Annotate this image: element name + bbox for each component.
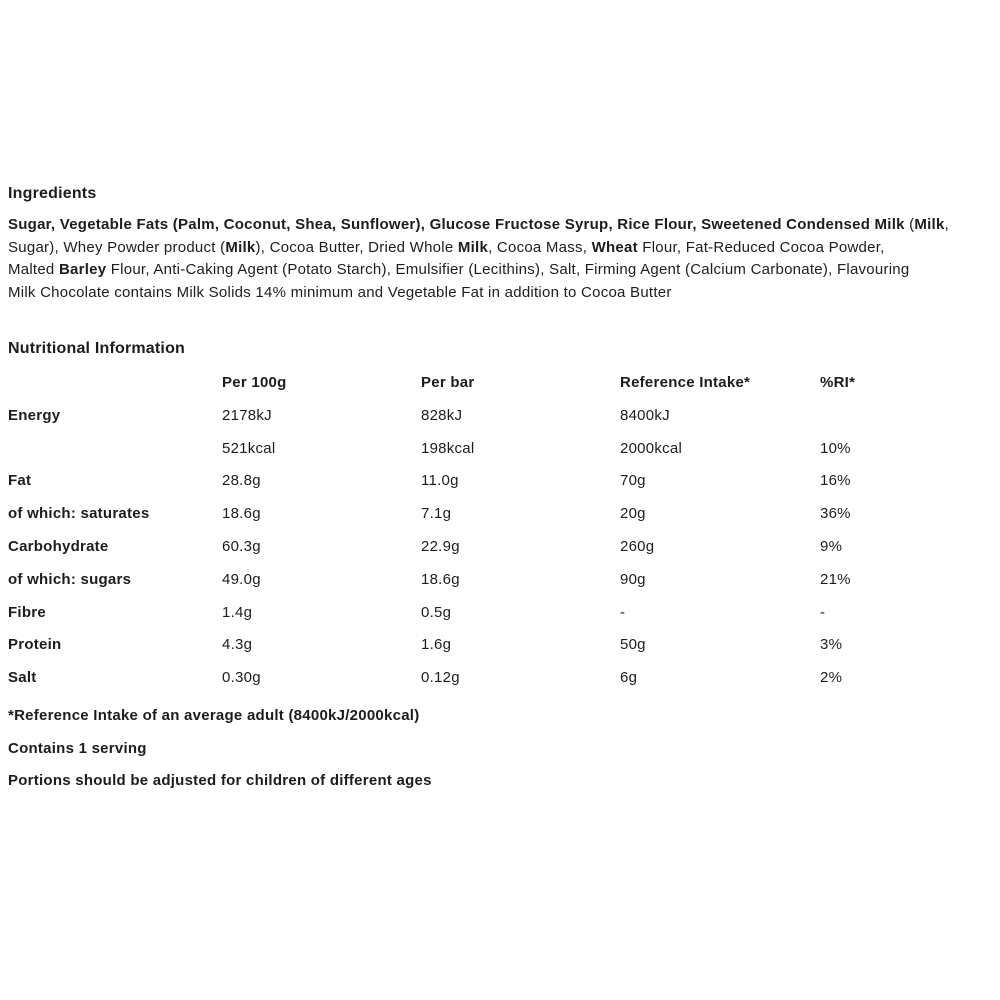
nutrient-value: 8400kJ xyxy=(620,406,670,424)
allergen-text: Milk xyxy=(225,238,256,256)
nutrient-value: 9% xyxy=(820,537,843,555)
nutrition-section xyxy=(8,340,1000,702)
ingredient-line xyxy=(8,259,1000,282)
nutrient-value: - xyxy=(620,603,626,621)
nutrient-value: 16% xyxy=(820,472,851,490)
nutrient-value: 2178kJ xyxy=(222,406,272,424)
allergen-text: Milk xyxy=(874,216,905,233)
nutrient-label: Fat xyxy=(8,472,32,490)
ingredient-text: ), Cocoa Butter, Dried Whole xyxy=(255,238,458,256)
ingredient-text: Flour, Anti-Caking Agent (Potato Starch), Emulsifier (Lecithins), Salt, Firming Agent (Calcium Carbonate), Flavouring xyxy=(106,261,910,278)
nutrient-value: 60.3g xyxy=(222,537,261,555)
nutrient-label: Carbohydrate xyxy=(8,537,109,555)
ingredient-line xyxy=(8,214,1000,237)
ingredient-text: ( xyxy=(904,216,915,233)
nutrient-value: 0.5g xyxy=(421,603,452,621)
table-header-cell: %RI* xyxy=(820,374,856,391)
nutrition-footnotes xyxy=(8,700,1000,798)
nutrient-value: 18.6g xyxy=(421,570,460,588)
footnote-line: Contains 1 serving xyxy=(8,739,147,757)
ingredient-text: Flour, Fat-Reduced Cocoa Powder, xyxy=(637,238,885,256)
nutrient-value: 260g xyxy=(620,537,655,555)
nutrient-value: - xyxy=(820,603,826,621)
nutrition-table xyxy=(8,374,1000,702)
allergen-text: Barley xyxy=(58,261,107,278)
nutrient-value: 18.6g xyxy=(222,505,261,523)
nutrient-value: 28.8g xyxy=(222,472,261,490)
nutrient-value xyxy=(820,407,1000,440)
allergen-text: Sugar, Vegetable Fats (Palm, Coconut, Shea, Sunflower), Glucose Fructose Syrup, Rice Flour, Sweetened Condensed xyxy=(8,216,875,233)
allergen-text: Milk xyxy=(914,216,945,233)
nutrient-value: 90g xyxy=(620,570,646,588)
nutrient-value: 20g xyxy=(620,505,646,523)
nutrient-value: 49.0g xyxy=(222,570,261,588)
nutrient-label: Protein xyxy=(8,636,62,654)
ingredient-text: Malted xyxy=(8,261,59,278)
allergen-text: Milk xyxy=(457,238,489,256)
nutrient-value: 0.30g xyxy=(222,669,261,687)
table-header-spacer xyxy=(8,374,222,407)
nutrient-value: 4.3g xyxy=(222,636,253,654)
nutrient-value: 7.1g xyxy=(421,505,452,523)
nutrient-value: 21% xyxy=(820,570,851,588)
nutrient-value: 10% xyxy=(820,439,851,457)
ingredient-text: Sugar), Whey Powder product ( xyxy=(8,238,226,256)
nutrient-value: 1.4g xyxy=(222,603,253,621)
table-header-cell: Per bar xyxy=(421,374,475,391)
nutrient-value: 6g xyxy=(620,669,638,687)
footnote-line: *Reference Intake of an average adult (8400kJ/2000kcal) xyxy=(8,707,420,724)
ingredients-section xyxy=(8,185,1000,304)
nutrient-value: 2000kcal xyxy=(620,439,683,457)
nutrient-label: Energy xyxy=(8,406,61,424)
footnote-line: Portions should be adjusted for children of different ages xyxy=(8,772,432,790)
nutrient-value: 2% xyxy=(820,669,843,687)
nutrition-heading: Nutritional Information xyxy=(8,340,186,357)
nutrient-value: 828kJ xyxy=(421,406,463,424)
nutrient-label xyxy=(8,440,222,473)
nutrient-value: 11.0g xyxy=(421,472,459,490)
nutrient-value: 3% xyxy=(820,636,843,654)
nutrient-value: 0.12g xyxy=(421,669,460,687)
allergen-text: Wheat xyxy=(591,238,638,256)
nutrient-value: 198kcal xyxy=(421,439,475,457)
nutrient-label: Fibre xyxy=(8,603,46,621)
ingredient-line xyxy=(8,237,1000,260)
nutrient-value: 36% xyxy=(820,505,851,523)
ingredient-line xyxy=(8,282,1000,305)
ingredient-text: Milk Chocolate contains Milk Solids 14% minimum and Vegetable Fat in addition to Cocoa Butter xyxy=(8,283,672,301)
ingredients-text xyxy=(8,214,1000,304)
nutrient-label: of which: saturates xyxy=(8,505,150,523)
ingredients-heading: Ingredients xyxy=(8,185,97,202)
nutrient-value: 22.9g xyxy=(421,537,460,555)
ingredient-text: , xyxy=(944,216,949,233)
nutrient-value: 50g xyxy=(620,636,646,654)
nutrient-value: 70g xyxy=(620,472,646,490)
ingredient-text: , Cocoa Mass, xyxy=(488,238,592,256)
nutrient-label: of which: sugars xyxy=(8,570,132,588)
nutrient-value: 521kcal xyxy=(222,439,276,457)
table-header-cell: Per 100g xyxy=(222,374,287,391)
nutrient-label: Salt xyxy=(8,669,37,687)
nutrient-value: 1.6g xyxy=(421,636,452,654)
table-header-cell: Reference Intake* xyxy=(620,374,751,391)
